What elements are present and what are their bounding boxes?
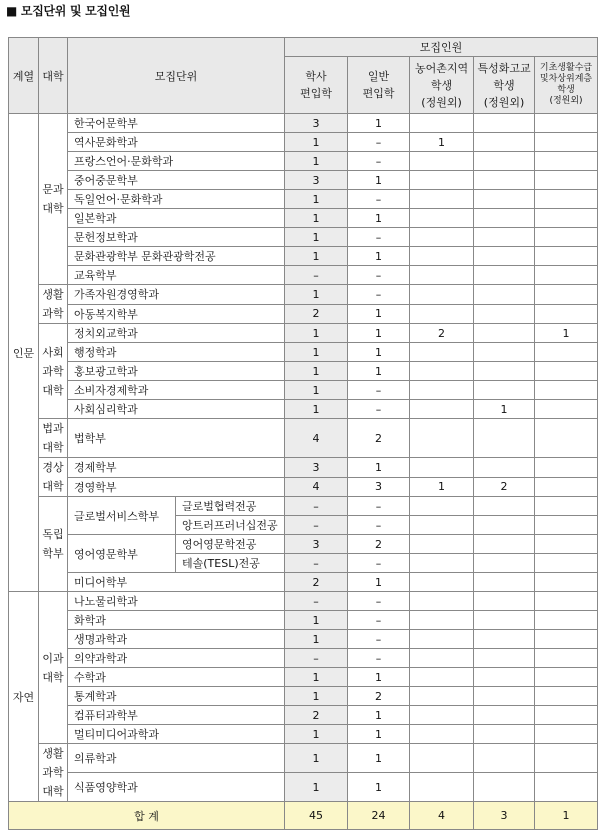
teuk-value: [474, 687, 535, 706]
nongeo-value: [410, 516, 474, 535]
table-row: [9, 535, 598, 554]
haksa-value: 1: [285, 744, 348, 773]
haksa-value: –: [285, 516, 348, 535]
teuk-value: [474, 668, 535, 687]
group-jayeon: 자연: [9, 592, 39, 802]
unit-name: 의약과학과: [68, 649, 285, 668]
gicho-value: [535, 209, 598, 228]
ilban-value: 3: [348, 477, 410, 497]
ilban-value: 1: [348, 773, 410, 802]
table-row: [9, 744, 598, 773]
haksa-value: 1: [285, 152, 348, 171]
haksa-value: 1: [285, 630, 348, 649]
haksa-value: 1: [285, 228, 348, 247]
ilban-value: –: [348, 516, 410, 535]
table-row: [9, 630, 598, 649]
unit-name: 컴퓨터과학부: [68, 706, 285, 725]
gicho-value: [535, 381, 598, 400]
teuk-value: [474, 516, 535, 535]
gicho-value: [535, 190, 598, 209]
college-mungwa: 문과 대학: [39, 114, 68, 285]
subunit-global: 글로벌서비스학부: [68, 497, 176, 535]
ilban-value: –: [348, 649, 410, 668]
ilban-value: –: [348, 228, 410, 247]
table-row: [9, 573, 598, 592]
unit-name: 문화관광학부 문화관광학전공: [68, 247, 285, 266]
teuk-value: [474, 630, 535, 649]
ilban-value: 1: [348, 744, 410, 773]
table-row: [9, 209, 598, 228]
teuk-value: [474, 458, 535, 478]
table-row: [9, 266, 598, 285]
recruitment-table: [8, 37, 598, 830]
nongeo-value: [410, 706, 474, 725]
nongeo-value: [410, 611, 474, 630]
ilban-value: 2: [348, 535, 410, 554]
unit-name: 나노물리학과: [68, 592, 285, 611]
unit-name: 식품영양학과: [68, 773, 285, 802]
table-row: [9, 114, 598, 133]
gicho-value: [535, 458, 598, 478]
teuk-value: [474, 362, 535, 381]
table-row: [9, 171, 598, 190]
unit-name: 수학과: [68, 668, 285, 687]
teuk-value: [474, 247, 535, 266]
college-igwa: 이과 대학: [39, 592, 68, 744]
gicho-value: [535, 592, 598, 611]
college-dongnip: 독립 학부: [39, 497, 68, 592]
unit-name: 의류학과: [68, 744, 285, 773]
haksa-value: 2: [285, 706, 348, 725]
table-row: [9, 458, 598, 478]
haksa-value: 2: [285, 304, 348, 324]
nongeo-value: [410, 152, 474, 171]
unit-name: 소비자경제학과: [68, 381, 285, 400]
ilban-value: –: [348, 285, 410, 305]
unit-name: 정치외교학과: [68, 324, 285, 343]
table-row: [9, 133, 598, 152]
unit-name: 아동복지학부: [68, 304, 285, 324]
table-row: [9, 477, 598, 497]
total-ilban: 24: [348, 802, 410, 830]
table-row: [9, 725, 598, 744]
ilban-value: –: [348, 152, 410, 171]
ilban-value: –: [348, 592, 410, 611]
teuk-value: [474, 535, 535, 554]
teuk-value: [474, 114, 535, 133]
table-row: [9, 773, 598, 802]
unit-name: 멀티미디어과학과: [68, 725, 285, 744]
table-row: [9, 228, 598, 247]
college-beopgwa: 법과 대학: [39, 419, 68, 458]
unit-name: 테솔(TESL)전공: [176, 554, 285, 573]
ilban-value: –: [348, 611, 410, 630]
ilban-value: 1: [348, 209, 410, 228]
unit-name: 경영학부: [68, 477, 285, 497]
teuk-value: 1: [474, 400, 535, 419]
gicho-value: [535, 400, 598, 419]
haksa-value: –: [285, 592, 348, 611]
teuk-value: [474, 611, 535, 630]
ilban-value: –: [348, 497, 410, 516]
unit-name: 화학과: [68, 611, 285, 630]
table-row: [9, 400, 598, 419]
nongeo-value: [410, 304, 474, 324]
ilban-value: 1: [348, 114, 410, 133]
gicho-value: [535, 516, 598, 535]
haksa-value: 3: [285, 535, 348, 554]
unit-name: 영어영문학전공: [176, 535, 285, 554]
nongeo-value: [410, 114, 474, 133]
table-row: [9, 190, 598, 209]
table-row: [9, 687, 598, 706]
group-inmun: 인문: [9, 114, 39, 592]
ilban-value: –: [348, 554, 410, 573]
unit-name: 홍보광고학과: [68, 362, 285, 381]
ilban-value: –: [348, 630, 410, 649]
header-gyeyeol: 계열: [9, 38, 39, 114]
teuk-value: [474, 773, 535, 802]
haksa-value: 1: [285, 725, 348, 744]
ilban-value: 2: [348, 419, 410, 458]
haksa-value: 1: [285, 381, 348, 400]
teuk-value: [474, 285, 535, 305]
haksa-value: 1: [285, 285, 348, 305]
header-gicho: 기초생활수급 및차상위계층 학생 (정원외): [535, 57, 598, 114]
unit-name: 앙트러프러너십전공: [176, 516, 285, 535]
teuk-value: [474, 324, 535, 343]
unit-name: 법학부: [68, 419, 285, 458]
table-row: [9, 649, 598, 668]
teuk-value: [474, 706, 535, 725]
ilban-value: 1: [348, 343, 410, 362]
nongeo-value: 1: [410, 133, 474, 152]
haksa-value: 3: [285, 458, 348, 478]
nongeo-value: [410, 668, 474, 687]
haksa-value: 1: [285, 611, 348, 630]
header-nongeo: 농어촌지역 학생 (정원외): [410, 57, 474, 114]
ilban-value: –: [348, 133, 410, 152]
haksa-value: 3: [285, 171, 348, 190]
haksa-value: 1: [285, 687, 348, 706]
gicho-value: [535, 649, 598, 668]
unit-name: 한국어문학부: [68, 114, 285, 133]
unit-name: 독일언어·문화학과: [68, 190, 285, 209]
unit-name: 행정학과: [68, 343, 285, 362]
nongeo-value: [410, 247, 474, 266]
haksa-value: 4: [285, 419, 348, 458]
gicho-value: [535, 554, 598, 573]
haksa-value: 1: [285, 400, 348, 419]
nongeo-value: [410, 535, 474, 554]
nongeo-value: [410, 630, 474, 649]
ilban-value: 1: [348, 573, 410, 592]
haksa-value: 1: [285, 209, 348, 228]
ilban-value: 1: [348, 706, 410, 725]
teuk-value: [474, 381, 535, 400]
total-row: [9, 802, 598, 830]
teuk-value: [474, 592, 535, 611]
gicho-value: [535, 419, 598, 458]
haksa-value: 1: [285, 343, 348, 362]
total-label: 합 계: [9, 802, 285, 830]
header-ilban: 일반 편입학: [348, 57, 410, 114]
nongeo-value: [410, 285, 474, 305]
gicho-value: [535, 611, 598, 630]
total-teuk: 3: [474, 802, 535, 830]
table-row: [9, 419, 598, 458]
haksa-value: 1: [285, 247, 348, 266]
unit-name: 생명과학과: [68, 630, 285, 649]
teuk-value: [474, 133, 535, 152]
header-daehak: 대학: [39, 38, 68, 114]
header-haksa: 학사 편입학: [285, 57, 348, 114]
haksa-value: 1: [285, 362, 348, 381]
gicho-value: [535, 535, 598, 554]
table-row: [9, 324, 598, 343]
gicho-value: [535, 477, 598, 497]
table-row: [9, 706, 598, 725]
haksa-value: –: [285, 554, 348, 573]
ilban-value: 1: [348, 458, 410, 478]
ilban-value: 1: [348, 362, 410, 381]
gicho-value: [535, 497, 598, 516]
haksa-value: –: [285, 649, 348, 668]
table-row: [9, 247, 598, 266]
gicho-value: [535, 706, 598, 725]
gicho-value: [535, 228, 598, 247]
teuk-value: [474, 304, 535, 324]
total-haksa: 45: [285, 802, 348, 830]
table-row: [9, 381, 598, 400]
gicho-value: [535, 171, 598, 190]
gicho-value: [535, 152, 598, 171]
gicho-value: [535, 343, 598, 362]
unit-name: 사회심리학과: [68, 400, 285, 419]
nongeo-value: [410, 725, 474, 744]
nongeo-value: [410, 343, 474, 362]
teuk-value: [474, 209, 535, 228]
haksa-value: 1: [285, 324, 348, 343]
table-row: [9, 343, 598, 362]
table-row: [9, 668, 598, 687]
teuk-value: [474, 343, 535, 362]
ilban-value: –: [348, 381, 410, 400]
unit-name: 프랑스언어·문화학과: [68, 152, 285, 171]
nongeo-value: 1: [410, 477, 474, 497]
gicho-value: 1: [535, 324, 598, 343]
unit-name: 역사문화학과: [68, 133, 285, 152]
gicho-value: [535, 266, 598, 285]
table-row: [9, 611, 598, 630]
nongeo-value: [410, 266, 474, 285]
haksa-value: 1: [285, 668, 348, 687]
haksa-value: 4: [285, 477, 348, 497]
unit-name: 글로벌협력전공: [176, 497, 285, 516]
nongeo-value: [410, 209, 474, 228]
teuk-value: [474, 497, 535, 516]
teuk-value: [474, 725, 535, 744]
unit-name: 가족자원경영학과: [68, 285, 285, 305]
gicho-value: [535, 285, 598, 305]
table-row: [9, 497, 598, 516]
ilban-value: 1: [348, 304, 410, 324]
ilban-value: –: [348, 266, 410, 285]
nongeo-value: [410, 649, 474, 668]
ilban-value: 2: [348, 687, 410, 706]
nongeo-value: [410, 497, 474, 516]
teuk-value: [474, 266, 535, 285]
nongeo-value: [410, 744, 474, 773]
table-row: [9, 304, 598, 324]
teuk-value: [474, 554, 535, 573]
haksa-value: 1: [285, 190, 348, 209]
nongeo-value: [410, 362, 474, 381]
nongeo-value: [410, 773, 474, 802]
unit-name: 통계학과: [68, 687, 285, 706]
ilban-value: 1: [348, 247, 410, 266]
gicho-value: [535, 304, 598, 324]
unit-name: 일본학과: [68, 209, 285, 228]
unit-name: 문헌정보학과: [68, 228, 285, 247]
ilban-value: 1: [348, 324, 410, 343]
college-sahoe: 사회 과학 대학: [39, 324, 68, 419]
gicho-value: [535, 773, 598, 802]
college-gyeongsang: 경상 대학: [39, 458, 68, 497]
table-row: [9, 285, 598, 305]
teuk-value: [474, 171, 535, 190]
gicho-value: [535, 247, 598, 266]
gicho-value: [535, 668, 598, 687]
nongeo-value: [410, 190, 474, 209]
nongeo-value: [410, 554, 474, 573]
nongeo-value: 2: [410, 324, 474, 343]
gicho-value: [535, 725, 598, 744]
table-row: [9, 152, 598, 171]
haksa-value: 1: [285, 773, 348, 802]
table-row: [9, 362, 598, 381]
haksa-value: 2: [285, 573, 348, 592]
header-unit: 모집단위: [68, 38, 285, 114]
nongeo-value: [410, 687, 474, 706]
nongeo-value: [410, 458, 474, 478]
college-saenghwal1: 생활 과학: [39, 285, 68, 324]
haksa-value: 1: [285, 133, 348, 152]
teuk-value: [474, 152, 535, 171]
gicho-value: [535, 114, 598, 133]
teuk-value: [474, 190, 535, 209]
nongeo-value: [410, 400, 474, 419]
teuk-value: [474, 744, 535, 773]
unit-name: 경제학부: [68, 458, 285, 478]
teuk-value: [474, 649, 535, 668]
nongeo-value: [410, 228, 474, 247]
unit-name: 미디어학부: [68, 573, 285, 592]
teuk-value: 2: [474, 477, 535, 497]
teuk-value: [474, 573, 535, 592]
subunit-english: 영어영문학부: [68, 535, 176, 573]
total-nongeo: 4: [410, 802, 474, 830]
nongeo-value: [410, 381, 474, 400]
nongeo-value: [410, 419, 474, 458]
nongeo-value: [410, 592, 474, 611]
header-teukseong: 특성화고교 학생 (정원외): [474, 57, 535, 114]
ilban-value: 1: [348, 171, 410, 190]
ilban-value: –: [348, 190, 410, 209]
teuk-value: [474, 228, 535, 247]
gicho-value: [535, 133, 598, 152]
table-row: [9, 592, 598, 611]
section-title: ■ 모집단위 및 모집인원: [6, 4, 131, 18]
unit-name: 중어중문학부: [68, 171, 285, 190]
gicho-value: [535, 687, 598, 706]
gicho-value: [535, 744, 598, 773]
haksa-value: –: [285, 497, 348, 516]
college-saenghwal2: 생활 과학 대학: [39, 744, 68, 802]
unit-name: 교육학부: [68, 266, 285, 285]
teuk-value: [474, 419, 535, 458]
nongeo-value: [410, 573, 474, 592]
ilban-value: 1: [348, 725, 410, 744]
gicho-value: [535, 362, 598, 381]
haksa-value: –: [285, 266, 348, 285]
header-group: 모집인원: [285, 38, 598, 57]
total-gicho: 1: [535, 802, 598, 830]
ilban-value: 1: [348, 668, 410, 687]
ilban-value: –: [348, 400, 410, 419]
gicho-value: [535, 630, 598, 649]
nongeo-value: [410, 171, 474, 190]
gicho-value: [535, 573, 598, 592]
haksa-value: 3: [285, 114, 348, 133]
